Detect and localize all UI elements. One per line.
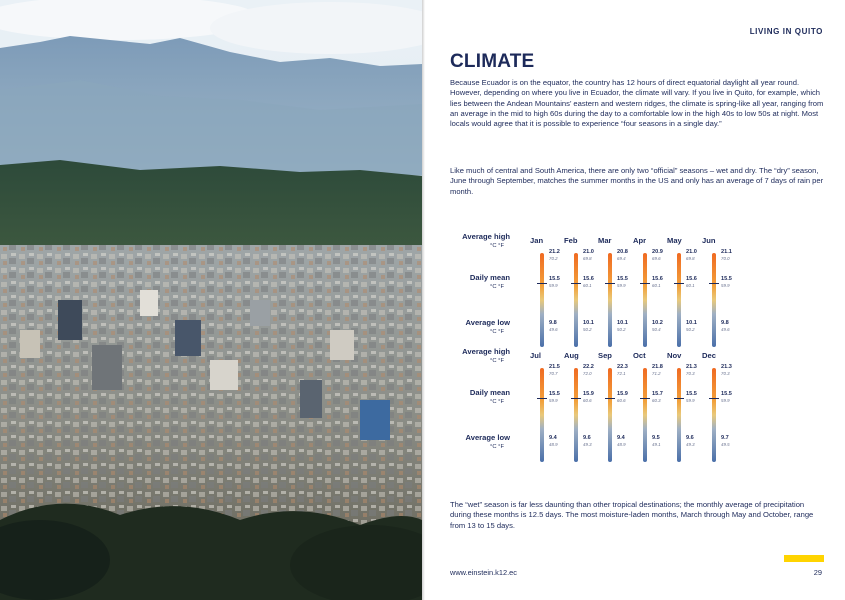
- low-value: [583, 320, 594, 333]
- month-name: Mar: [598, 236, 612, 245]
- month-name: Apr: [633, 236, 647, 245]
- high-celsius: 21.3: [721, 364, 732, 370]
- mean-fahrenheit: 60.6: [617, 398, 626, 403]
- low-celsius: 10.1: [617, 320, 628, 326]
- row-label-mean-text: Daily mean: [469, 273, 510, 282]
- high-celsius: 21.8: [652, 364, 663, 370]
- mean-fahrenheit: 59.9: [721, 283, 730, 288]
- low-fahrenheit: 49.5: [721, 442, 730, 447]
- seasons-paragraph: Like much of central and South America, there are only two “official” seasons – wet and dry. The “dry” season, June through September, matches the summer months in the US and only has an average of 7 days of rain per month.: [450, 166, 824, 196]
- high-celsius: 21.3: [686, 364, 697, 370]
- low-celsius: 10.2: [652, 320, 663, 326]
- mean-fahrenheit: 59.9: [686, 398, 695, 403]
- high-fahrenheit: 72.0: [583, 371, 592, 376]
- mean-celsius: 15.6: [583, 276, 594, 282]
- low-value: [686, 320, 697, 333]
- low-fahrenheit: 49.3: [686, 442, 695, 447]
- row-label-low: [450, 433, 510, 450]
- month-name: Jun: [702, 236, 716, 245]
- high-celsius: 21.5: [549, 364, 560, 370]
- high-fahrenheit: 69.8: [583, 256, 592, 261]
- page-number: 29: [813, 568, 822, 577]
- mean-tick: [640, 283, 650, 284]
- mean-fahrenheit: 59.9: [549, 283, 558, 288]
- mean-celsius: 15.5: [721, 391, 732, 397]
- low-celsius: 9.4: [617, 435, 625, 441]
- temperature-bar: [574, 253, 578, 347]
- low-fahrenheit: 48.9: [549, 442, 558, 447]
- high-celsius: 21.0: [583, 249, 594, 255]
- mean-fahrenheit: 59.9: [549, 398, 558, 403]
- running-head: LIVING IN QUITO: [749, 27, 823, 36]
- month-name: Jan: [530, 236, 544, 245]
- row-label-unit: °C °F: [490, 444, 504, 450]
- low-celsius: 9.8: [549, 320, 557, 326]
- high-fahrenheit: 70.7: [549, 371, 558, 376]
- mean-tick: [537, 283, 547, 284]
- row-label-low: [450, 318, 510, 335]
- mean-fahrenheit: 59.9: [617, 283, 626, 288]
- mean-tick: [674, 398, 684, 399]
- low-value: [721, 320, 730, 333]
- temperature-bar: [540, 253, 544, 347]
- mean-value: [721, 276, 732, 289]
- temperature-bar: [608, 253, 612, 347]
- temperature-bar: [608, 368, 612, 462]
- row-label-unit: °C °F: [490, 284, 504, 290]
- row-label-mean: [450, 273, 510, 290]
- low-fahrenheit: 49.3: [583, 442, 592, 447]
- row-label-high: [450, 347, 510, 364]
- month-name: Jul: [530, 351, 541, 360]
- high-value: [721, 249, 732, 262]
- high-value: [721, 364, 732, 377]
- mean-celsius: 15.9: [583, 391, 594, 397]
- temperature-bar: [574, 368, 578, 462]
- intro-paragraph: Because Ecuador is on the equator, the country has 12 hours of direct equatorial daylight all year round. However, depending on where you live in Ecuador, the climate will vary. If you live in Quito, for example, which lies between the Andean Mountains’ eastern and western ridges, the climate is spring-like all year, ranging from an average in the mid to high 60s during the day to a comfortable low in the high 40s to low 50s at night. Most locals would agree that it is possible to experience “four seasons in a single day.”: [450, 78, 824, 129]
- high-value: [549, 364, 560, 377]
- mean-celsius: 15.5: [549, 276, 560, 282]
- temperature-bar: [712, 368, 716, 462]
- accent-bar: [784, 555, 824, 562]
- low-celsius: 9.6: [583, 435, 591, 441]
- low-fahrenheit: 49.6: [549, 327, 558, 332]
- mean-value: [549, 391, 560, 404]
- low-fahrenheit: 48.9: [617, 442, 626, 447]
- low-celsius: 9.6: [686, 435, 694, 441]
- low-celsius: 9.4: [549, 435, 557, 441]
- low-fahrenheit: 50.2: [583, 327, 592, 332]
- high-celsius: 21.0: [686, 249, 697, 255]
- mean-fahrenheit: 59.9: [721, 398, 730, 403]
- row-label-unit: °C °F: [490, 329, 504, 335]
- month-name: Oct: [633, 351, 646, 360]
- page-title: CLIMATE: [450, 51, 535, 72]
- high-fahrenheit: 69.4: [617, 256, 626, 261]
- page-spine: [422, 0, 425, 600]
- mean-tick: [674, 283, 684, 284]
- temperature-bar: [677, 368, 681, 462]
- month-name: May: [667, 236, 682, 245]
- high-value: [617, 249, 628, 262]
- high-value: [583, 249, 594, 262]
- month-name: Aug: [564, 351, 579, 360]
- low-celsius: 9.7: [721, 435, 729, 441]
- row-label-high-text: Average high: [462, 232, 510, 241]
- row-label-unit: °C °F: [490, 358, 504, 364]
- high-value: [549, 249, 560, 262]
- mean-value: [617, 276, 628, 289]
- high-fahrenheit: 72.1: [617, 371, 626, 376]
- mean-value: [686, 276, 697, 289]
- row-label-unit: °C °F: [490, 399, 504, 405]
- low-celsius: 9.8: [721, 320, 729, 326]
- mean-value: [686, 391, 697, 404]
- mean-celsius: 15.5: [617, 276, 628, 282]
- low-value: [617, 435, 626, 448]
- row-label-mean-text: Daily mean: [469, 388, 510, 397]
- low-fahrenheit: 49.1: [652, 442, 661, 447]
- mean-celsius: 15.5: [549, 391, 560, 397]
- low-fahrenheit: 50.4: [652, 327, 661, 332]
- low-value: [652, 320, 663, 333]
- low-value: [583, 435, 592, 448]
- high-value: [652, 249, 663, 262]
- high-celsius: 20.8: [617, 249, 628, 255]
- high-value: [652, 364, 663, 377]
- mean-value: [583, 391, 594, 404]
- low-fahrenheit: 50.2: [686, 327, 695, 332]
- month-name: Dec: [702, 351, 716, 360]
- high-fahrenheit: 70.3: [721, 371, 730, 376]
- mean-tick: [709, 283, 719, 284]
- high-celsius: 22.3: [617, 364, 628, 370]
- mean-tick: [571, 398, 581, 399]
- mean-tick: [605, 398, 615, 399]
- low-fahrenheit: 49.6: [721, 327, 730, 332]
- low-value: [721, 435, 730, 448]
- mean-tick: [571, 283, 581, 284]
- mean-fahrenheit: 60.6: [583, 398, 592, 403]
- row-label-unit: °C °F: [490, 243, 504, 249]
- month-name: Nov: [667, 351, 682, 360]
- temperature-bar: [643, 368, 647, 462]
- temperature-bar: [540, 368, 544, 462]
- mean-tick: [537, 398, 547, 399]
- low-value: [549, 320, 558, 333]
- row-label-high-text: Average high: [462, 347, 510, 356]
- quito-city-photo: [0, 0, 422, 600]
- mean-fahrenheit: 60.1: [686, 283, 695, 288]
- temperature-bar: [643, 253, 647, 347]
- mean-value: [652, 276, 663, 289]
- mean-celsius: 15.6: [652, 276, 663, 282]
- low-value: [652, 435, 661, 448]
- mean-tick: [709, 398, 719, 399]
- low-value: [617, 320, 628, 333]
- low-value: [549, 435, 558, 448]
- high-celsius: 21.2: [549, 249, 560, 255]
- high-fahrenheit: 69.8: [686, 256, 695, 261]
- high-fahrenheit: 69.6: [652, 256, 661, 261]
- mean-fahrenheit: 60.1: [652, 283, 661, 288]
- mean-celsius: 15.5: [686, 391, 697, 397]
- temperature-bar: [712, 253, 716, 347]
- mean-value: [617, 391, 628, 404]
- mean-celsius: 15.9: [617, 391, 628, 397]
- high-celsius: 20.9: [652, 249, 663, 255]
- high-celsius: 22.2: [583, 364, 594, 370]
- high-celsius: 21.1: [721, 249, 732, 255]
- low-fahrenheit: 50.2: [617, 327, 626, 332]
- mean-value: [721, 391, 732, 404]
- high-value: [583, 364, 594, 377]
- mean-tick: [605, 283, 615, 284]
- high-fahrenheit: 70.3: [686, 371, 695, 376]
- temperature-bar: [677, 253, 681, 347]
- row-label-mean: [450, 388, 510, 405]
- row-label-low-text: Average low: [465, 318, 510, 327]
- mean-fahrenheit: 60.1: [583, 283, 592, 288]
- low-celsius: 10.1: [583, 320, 594, 326]
- mean-celsius: 15.7: [652, 391, 663, 397]
- low-celsius: 9.5: [652, 435, 660, 441]
- mean-value: [549, 276, 560, 289]
- high-value: [617, 364, 628, 377]
- wet-season-paragraph: The “wet” season is far less daunting than other tropical destinations; the monthly average of precipitation during these months is 12.5 days. The most moisture-laden months, March through May and October, range from 13 to 15 days.: [450, 500, 814, 530]
- high-value: [686, 364, 697, 377]
- high-fahrenheit: 71.2: [652, 371, 661, 376]
- low-value: [686, 435, 695, 448]
- mean-value: [583, 276, 594, 289]
- high-fahrenheit: 70.2: [549, 256, 558, 261]
- high-value: [686, 249, 697, 262]
- row-label-low-text: Average low: [465, 433, 510, 442]
- high-fahrenheit: 70.0: [721, 256, 730, 261]
- month-name: Sep: [598, 351, 612, 360]
- mean-fahrenheit: 60.3: [652, 398, 661, 403]
- mean-celsius: 15.5: [721, 276, 732, 282]
- mean-celsius: 15.6: [686, 276, 697, 282]
- low-celsius: 10.1: [686, 320, 697, 326]
- row-label-high: [450, 232, 510, 249]
- mean-value: [652, 391, 663, 404]
- footer-url[interactable]: www.einstein.k12.ec: [450, 568, 517, 577]
- mean-tick: [640, 398, 650, 399]
- month-name: Feb: [564, 236, 578, 245]
